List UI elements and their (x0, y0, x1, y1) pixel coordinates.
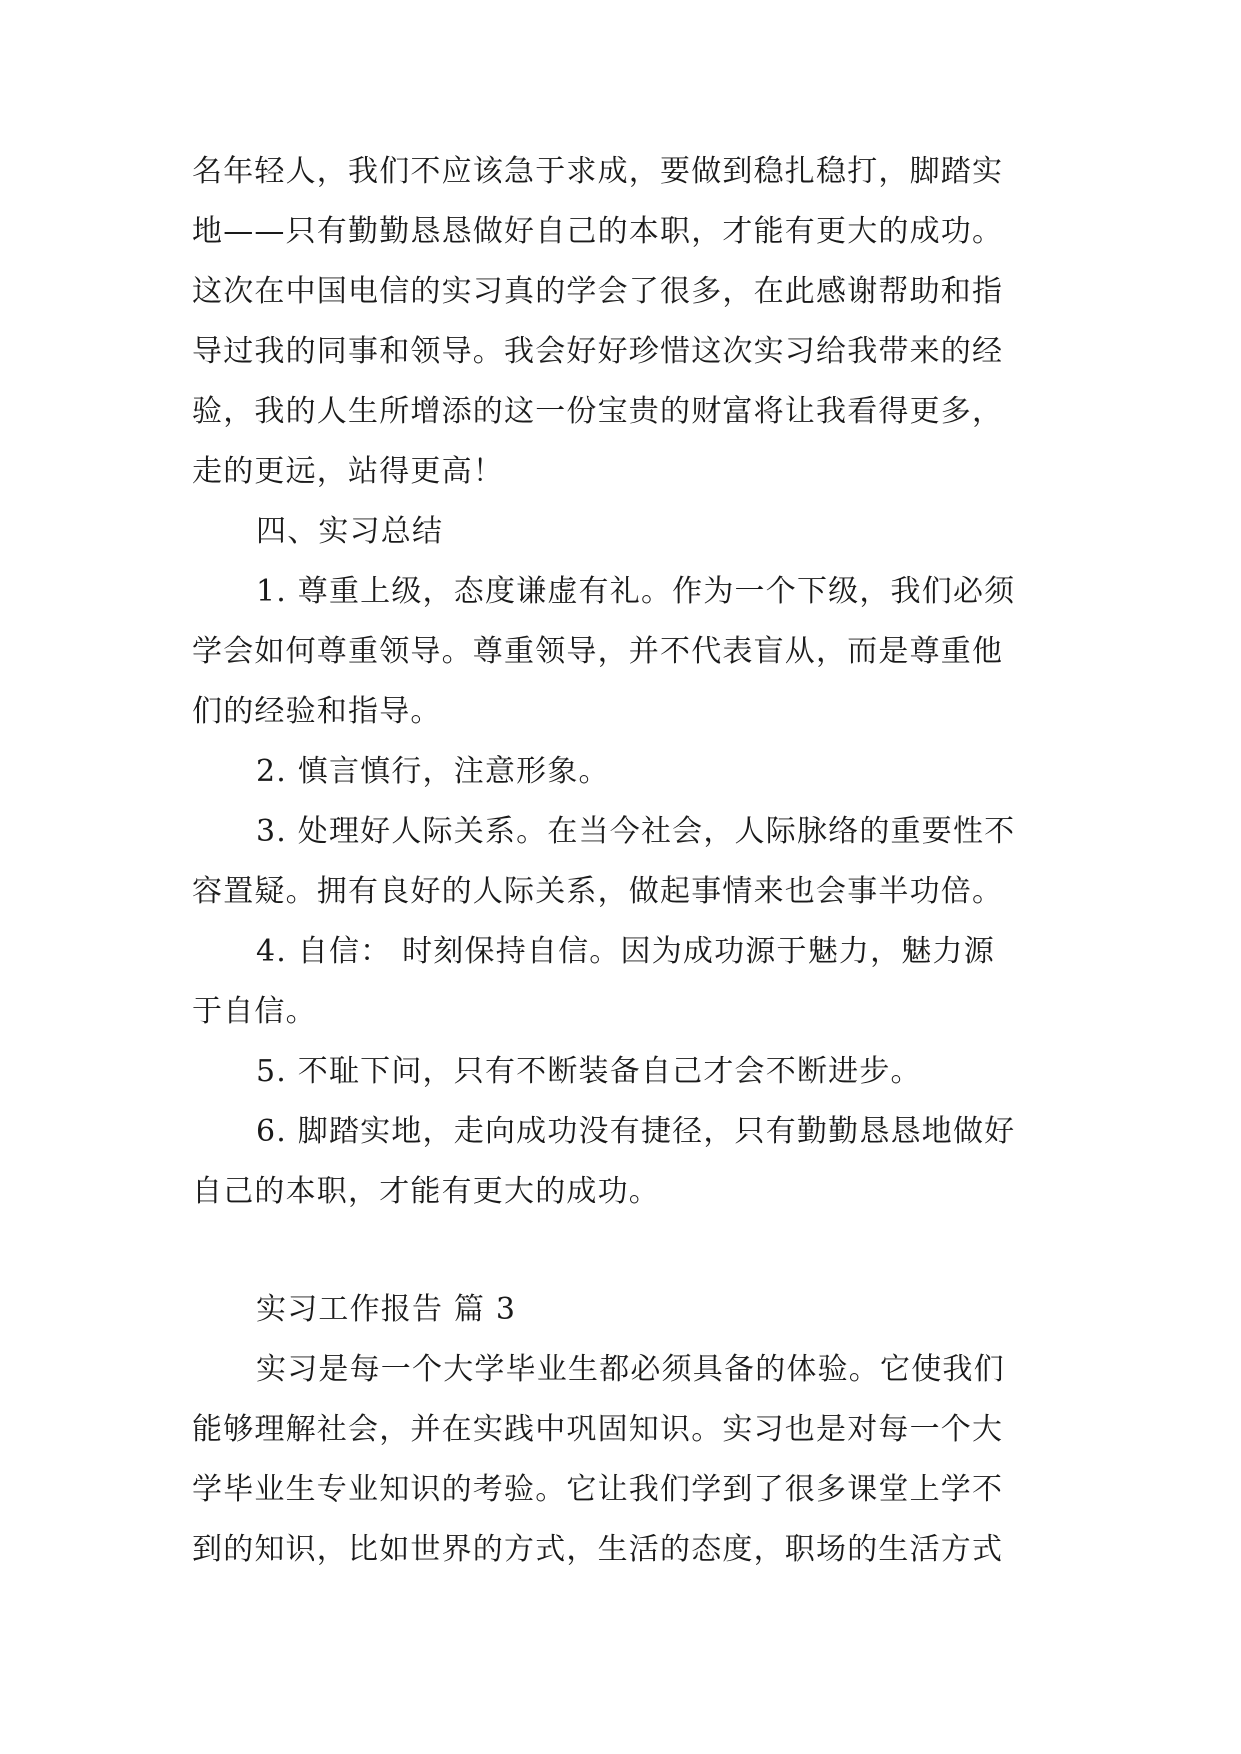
list-item-text: 3. 处理好人际关系。在当今社会，人际脉络的重要性不 (256, 814, 1016, 849)
body-text-line: 能够理解社会，并在实践中巩固知识。实习也是对每一个大 (192, 1412, 1004, 1447)
body-text-line: 们的经验和指导。 (192, 694, 442, 729)
body-text-line: 学毕业生专业知识的考验。它让我们学到了很多课堂上学不 (192, 1472, 1004, 1507)
body-text-line: 自己的本职，才能有更大的成功。 (192, 1174, 660, 1209)
list-item-text: 4. 自信： 时刻保持自信。因为成功源于魅力，魅力源 (256, 934, 995, 969)
list-item-text: 1. 尊重上级，态度谦虚有礼。作为一个下级，我们必须 (256, 574, 1016, 609)
body-text-line: 学会如何尊重领导。尊重领导，并不代表盲从，而是尊重他 (192, 634, 1004, 669)
body-text-line: 地——只有勤勤恳恳做好自己的本职，才能有更大的成功。 (192, 214, 1004, 249)
list-item-text: 5. 不耻下问，只有不断装备自己才会不断进步。 (256, 1054, 922, 1089)
body-text-line: 走的更远，站得更高！ (192, 454, 504, 489)
body-text-line: 验，我的人生所增添的这一份宝贵的财富将让我看得更多， (192, 394, 1004, 429)
body-text-line: 实习是每一个大学毕业生都必须具备的体验。它使我们 (256, 1352, 1005, 1387)
body-text-line: 导过我的同事和领导。我会好好珍惜这次实习给我带来的经 (192, 334, 1004, 369)
body-text-line: 到的知识，比如世界的方式，生活的态度，职场的生活方式 (192, 1532, 1004, 1567)
body-text-line: 于自信。 (192, 994, 317, 1029)
list-item-text: 6. 脚踏实地，走向成功没有捷径，只有勤勤恳恳地做好 (256, 1114, 1016, 1149)
body-text-line: 这次在中国电信的实习真的学会了很多，在此感谢帮助和指 (192, 274, 1004, 309)
body-text-line: 容置疑。拥有良好的人际关系，做起事情来也会事半功倍。 (192, 874, 1004, 909)
report-title: 实习工作报告 篇 3 (256, 1292, 517, 1327)
body-text-line: 名年轻人，我们不应该急于求成，要做到稳扎稳打，脚踏实 (192, 154, 1004, 189)
list-item-text: 2. 慎言慎行，注意形象。 (256, 754, 610, 789)
section-heading: 四、实习总结 (256, 514, 444, 549)
